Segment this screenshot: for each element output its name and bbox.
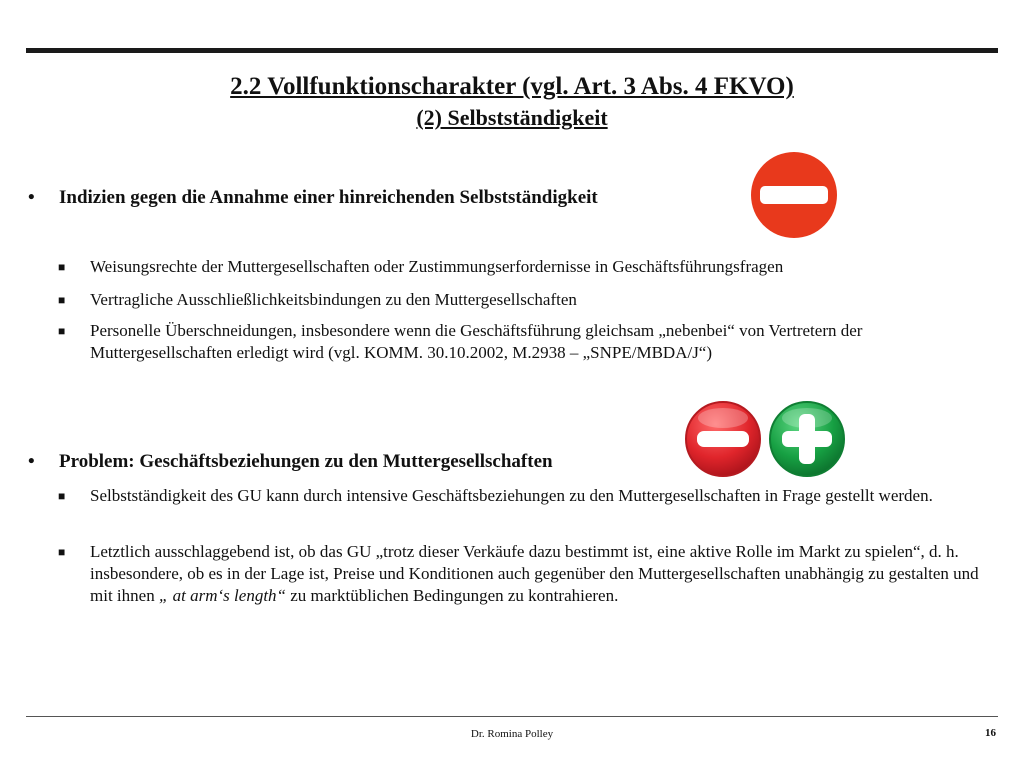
bullet-symbol: • bbox=[28, 187, 35, 208]
list-item-text: Weisungsrechte der Muttergesellschaften oder Zustimmungserfordernisse in Geschäftsführungsfragen bbox=[90, 257, 784, 276]
slide-title: 2.2 Vollfunktionscharakter (vgl. Art. 3 Abs. 4 FKVO) bbox=[230, 73, 794, 100]
list-item bbox=[58, 256, 1002, 278]
list-item-text-part: zu marktüblichen Bedingungen zu kontrahieren. bbox=[286, 586, 619, 605]
sub-bullet-symbol: ■ bbox=[58, 545, 66, 559]
arms-length-phrase: „ at arm‘s length“ bbox=[158, 586, 286, 605]
slide-subtitle: (2) Selbstständigkeit bbox=[416, 105, 608, 130]
no-entry-sign-icon bbox=[750, 151, 838, 239]
plus-circle-icon bbox=[768, 400, 846, 478]
sub-bullet-symbol: ■ bbox=[58, 489, 66, 503]
bullet-symbol: • bbox=[28, 451, 35, 472]
list-item bbox=[58, 289, 1002, 311]
list-item bbox=[58, 541, 1002, 607]
page-number: 16 bbox=[985, 727, 996, 739]
footer-author: Dr. Romina Polley bbox=[470, 728, 554, 740]
top-rule bbox=[26, 48, 998, 53]
list-item bbox=[58, 485, 1002, 507]
section1-heading: Indizien gegen die Annahme einer hinreichenden Selbstständigkeit bbox=[59, 187, 598, 208]
section2-heading: Problem: Geschäftsbeziehungen zu den Muttergesellschaften bbox=[59, 451, 553, 472]
bottom-rule bbox=[26, 716, 998, 717]
sub-bullet-symbol: ■ bbox=[58, 293, 66, 307]
list-item-text bbox=[90, 541, 1002, 607]
list-item-text: Vertragliche Ausschließlichkeitsbindungen zu den Muttergesellschaften bbox=[90, 290, 577, 309]
sub-bullet-symbol: ■ bbox=[58, 260, 66, 274]
list-item bbox=[58, 320, 1002, 364]
sub-bullet-symbol: ■ bbox=[58, 324, 66, 338]
title-block bbox=[0, 70, 1024, 132]
list-item-text: Selbstständigkeit des GU kann durch intensive Geschäftsbeziehungen zu den Muttergesellschaften in Frage gestellt werden. bbox=[90, 486, 933, 505]
list-item-text: Personelle Überschneidungen, insbesondere wenn die Geschäftsführung gleichsam „nebenbei“ von Vertretern der Muttergesellschaften erledigt wird (vgl. KOMM. 30.10.2002, M.2938 – „SNPE/MBDA/J“) bbox=[90, 321, 863, 362]
minus-circle-icon bbox=[684, 400, 762, 478]
list-item-text-part: Letztlich ausschlaggebend ist, ob das GU „trotz dieser Verkäufe dazu bestimmt ist, eine aktive Rolle im Markt zu spielen“, d. h. insbesondere, ob es in der Lage ist, Preise und Konditionen auch gegenüber den Muttergesellschaften unabhängig zu gestalten und mit ihnen bbox=[90, 542, 979, 605]
